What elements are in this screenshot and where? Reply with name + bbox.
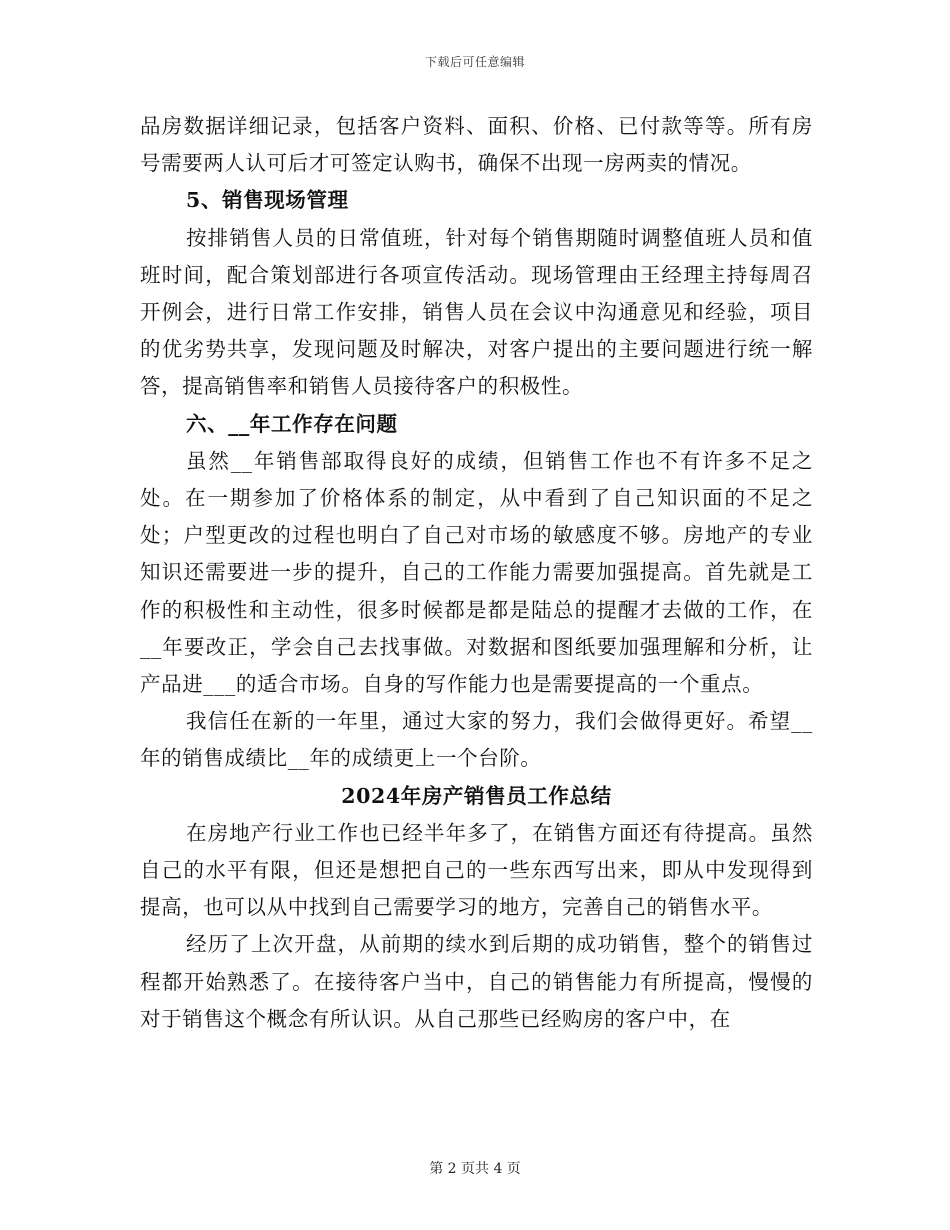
page-footer: 第 2 页共 4 页 [429,1161,521,1177]
paragraph-1: 品房数据详细记录，包括客户资料、面积、价格、已付款等等。所有房号需要两人认可后才可签定认购书，确保不出现一房两卖的情况。 [140,114,813,176]
paragraph-2: 按排销售人员的日常值班，针对每个销售期随时调整值班人员和值班时间，配合策划部进行各项宣传活动。现场管理由王经理主持每周召开例会，进行日常工作安排，销售人员在会议中沟通意见和经验，项目的优劣势共享，发现问题及时解决，对客户提出的主要问题进行统一解答，提高销售率和销售人员接待客户的积极性。 [140,225,813,399]
paragraph-4: 我信任在新的一年里，通过大家的努力，我们会做得更好。希望__年的销售成绩比__年的成绩更上一个台阶。 [140,709,813,771]
paragraph-6: 经历了上次开盘，从前期的续水到后期的成功销售，整个的销售过程都开始熟悉了。在接待客户当中，自己的销售能力有所提高，慢慢的对于销售这个概念有所认识。从自己那些已经购房的客户中，在 [140,932,813,1031]
page-header: 下载后可任意编辑 [424,55,525,69]
paragraph-5: 在房地产行业工作也已经半年多了，在销售方面还有待提高。虽然自己的水平有限，但还是想把自己的一些东西写出来，即从中发现得到提高，也可以从中找到自己需要学习的地方，完善自己的销售水平。 [140,820,813,920]
section-heading-6: 六、__年工作存在问题 [186,411,398,436]
section-heading-5: 5、销售现场管理 [186,188,349,213]
paragraph-3: 虽然__年销售部取得良好的成绩，但销售工作也不有许多不足之处。在一期参加了价格体系的制定，从中看到了自己知识面的不足之处；户型更改的过程也明白了自己对市场的敏感度不够。房地产的专业知识还需要进一步的提升，自己的工作能力需要加强提高。首先就是工作的积极性和主动性，很多时候都是都是陆总的提醒才去做的工作，在__年要改正，学会自己去找事做。对数据和图纸要加强理解和分析，让产品进___的适合市场。自身的写作能力也是需要提高的一个重点。 [140,448,813,697]
document-body [140,108,813,1038]
document-title: 2024年房产销售员工作总结 [341,783,612,808]
